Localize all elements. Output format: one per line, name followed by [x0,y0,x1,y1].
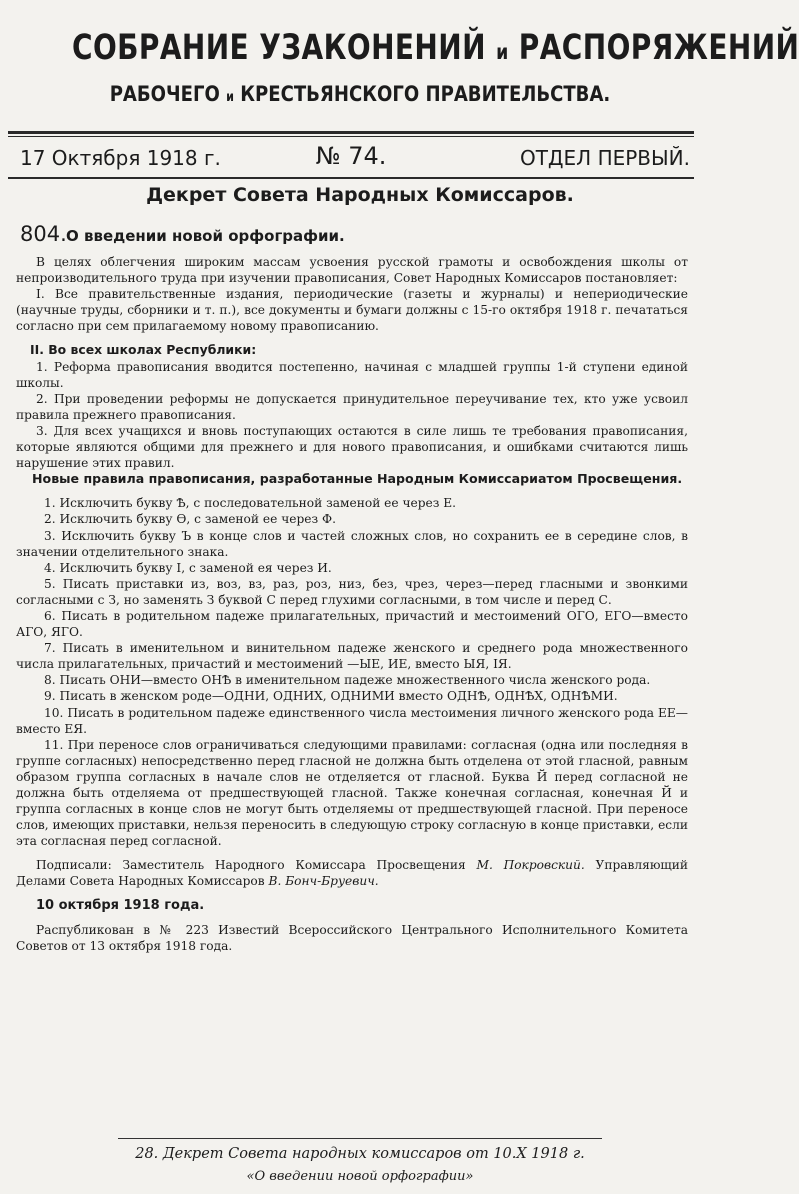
rules-list [16,495,688,849]
caption-rule [118,1138,602,1139]
section-label: ОТДЕЛ ПЕРВЫЙ. [519,146,690,170]
rule-item: 2. Исключить букву Ѳ, с заменой ее через Ф. [44,512,336,527]
masthead-title-b: РАСПОРЯЖЕНИЙ [518,28,799,68]
rules-title: Новые правила правописания, разработанные Народным Комиссариатом Просвещения. [32,471,683,487]
signed-pre: Подписали: Заместитель Народного Комиссара Просвещения [36,858,466,873]
masthead-subtitle [50,82,669,106]
issue-number: № 74. [315,142,387,170]
decree-number: 804. [20,222,67,246]
signatory-2: В. Бонч-Бруевич. [268,874,379,889]
signed-mid: Управляющий Делами Совета Народных Комиссаров [16,858,689,889]
caption-line-1: 28. Декрет Совета народных комиссаров от 10.X 1918 г. [135,1146,585,1162]
decree-title: Декрет Совета Народных Комиссаров. [146,184,574,206]
point-2-heading: II. Во всех школах Республики: [30,342,257,358]
caption-line-2: «О введении новой орфографии» [246,1169,474,1184]
masthead-subtitle-b: КРЕСТЬЯНСКОГО ПРАВИТЕЛЬСТВА. [240,82,611,106]
signatory-1: М. Покровский. [476,858,585,873]
rule-item: 6. Писать в родительном падеже прилагательных, причастий и местоимений ОГО, ЕГО—вместо АГО, ЯГО. [16,608,688,640]
masthead-subtitle-a: РАБОЧЕГО [109,82,220,106]
point-1: I. Все правительственные издания, периодические (газеты и журналы) и непериодические (научные труды, сборники и т. п.), все документы и бумаги должны с 15-го октября 1918 г. печататься согласно при сем прилагаемому новому правописанию. [16,287,688,334]
preamble: В целях облегчения широким массам усвоения русской грамоты и освобождения школы от непроизводительного труда при изучении правописания, Совет Народных Комиссаров постановляет: [16,255,688,286]
rule-item: 7. Писать в именительном и винительном падеже женского и среднего рода множественного числа прилагательных, причастий и местоимений —ЫЕ, ИЕ, вместо ЫЯ, ІЯ. [16,641,688,672]
point-2-item-2: 2. При проведении реформы не допускается принудительное переучивание тех, кто уже усвоил правила прежнего правописания. [16,391,688,422]
signatures [16,857,688,889]
dateline [8,140,694,176]
issue-date: 17 Октября 1918 г. [20,146,221,170]
point-2-item-1: 1. Реформа правописания вводится постепенно, начиная с младшей группы 1-й ступени единой школы. [16,359,688,390]
signing-date: 10 октября 1918 года. [36,897,205,913]
dateline-rule [8,177,694,179]
masthead-title-and: и [496,40,509,65]
masthead-subtitle-and: и [226,90,234,105]
masthead-title [72,26,799,75]
point-2-item-3: 3. Для всех учащихся и вновь поступающих остаются в силе лишь те требования правописания, которые являются общими для прежнего и для нового правописания, и ошибками считаются лишь нарушение этих правил. [16,423,688,471]
publication-note: Распубликован в № 223 Известий Всероссийского Центрального Исполнительного Комитета Советов от 13 октября 1918 года. [16,922,688,953]
top-rule-thin [8,136,694,137]
rule-item: 3. Исключить букву Ъ в конце слов и частей сложных слов, но сохранить ее в середине слов, в значении отделительного знака. [16,528,688,559]
rule-item: 5. Писать приставки из, воз, вз, раз, роз, низ, без, чрез, через—перед гласными и звонкими согласными с З, но заменять З буквой С перед глухими согласными, в том числе и перед С. [16,576,688,607]
rule-item: 4. Исключить букву І, с заменой ея через И. [44,560,332,575]
decree-subject: О введении новой орфографии. [66,227,345,245]
rule-item: 1. Исключить букву Ѣ, с последовательной заменой ее через Е. [44,496,457,511]
top-rule [8,131,694,134]
masthead-title-a: СОБРАНИЕ УЗАКОНЕНИЙ [72,28,486,68]
rule-item: 10. Писать в родительном падеже единственного числа местоимения личного женского рода ЕЕ—вместо ЕЯ. [16,705,688,736]
decree-body [16,254,688,954]
rule-item: 8. Писать ОНИ—вместо ОНѢ в именительном падеже множественного числа женского рода. [44,673,651,688]
rule-item: 9. Писать в женском роде—ОДНИ, ОДНИХ, ОДНИМИ вместо ОДНѢ, ОДНѢХ, ОДНѢМИ. [44,689,618,704]
rule-item: 11. При переносе слов ограничиваться следующими правилами: согласная (одна или последняя в группе согласных) непосредственно перед гласной не должна быть отделена от этой гласной, равным образом группа согласных в начале слов не отделяется от гласной. Буква Й перед согласной не должна быть отделяема от предшествующей гласной. Также конечная согласная, конечная Й и группа согласных в конце слов не могут быть отделяемы от предшествующей гласной. При переносе слов, имеющих приставки, нельзя переносить в следующую строку согласную в конце приставки, если эта согласная перед согласной. [16,737,688,849]
